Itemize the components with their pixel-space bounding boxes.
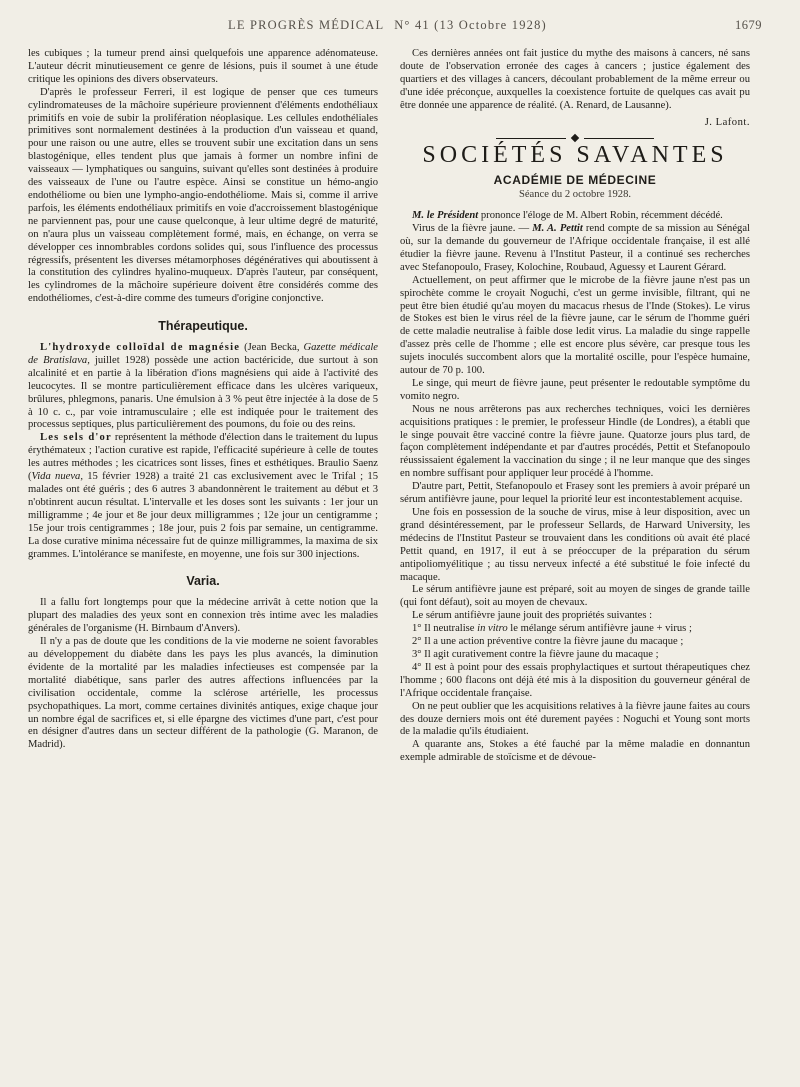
paragraph: Ces dernières années ont fait justice du mythe des maisons à cancers, né sans doute de l'observation erronée des cages à cancers ; justice également des quartiers et des villages à cancers, découlant probablement de la même erreur ou d'une idée préconçue, auxquelles la coexistence fortuite de quelques cas avait pu être donnée une apparence de réalité. (A. Renard, de Lausanne). [400,48,750,111]
divider-rule [496,138,566,139]
list-item: 4° Il est à point pour des essais prophylactiques et surtout thérapeutiques chez l'homme ; 600 flacons ont déjà été mis à la disposition du gouverneur général de l'Afrique occidentale française. [400,661,750,699]
paragraph [400,210,750,223]
paragraph: Il n'y a pas de doute que les conditions de la vie moderne ne soient favorables au développement du diabète dans les pays les plus avancés, la diminution évidente de la mortalité par les maladies infectieuses est compensée par la mortalité diabétique, sans parler des autres affections influencées par la civilisation occidentale, comme la sclérose artérielle, les processus psychopathiques. La mort, comme certaines divinités antiques, exige chaque jour un nombre égal de sacrifices et, si elle épargne des victimes d'une part, c'est pour en désigner d'autres dans un secteur différent de la pathologie (G. Maranon, de Madrid). [28,636,378,751]
text-run: 1° Il neutralise [412,623,478,635]
text-run: (Jean Becka, [240,342,304,354]
text-run: représentent la méthode d'élection dans le traitement du lupus érythémateux ; l'action curative est rapide, l'efficacité supérieure à celle de toutes les autres méthodes ; les cicatrices sont lisses, fines et esthétiques. Braulio Saenz ( [28,432,378,483]
text-run: Virus de la fièvre jaune. — [412,223,533,235]
text-run: juillet 1928) possède une action bactéricide, due surtout à son alcalinité et en partie à la libération d'ions magnésiens qui aide à l'activité des leucocytes. Il se montre particulièrement efficace dans les ulcères variqueux, brûlures, phlegmons, panaris. Une émulsion à 3 % peut être injectée à la dose de 5 à 10 c. c., par voie intramusculaire ; elle est indiquée pour le traitement des processus septiques, plus particulièrement des poumons, du foie ou des reins. [28,354,378,431]
citation-source: Gazette médicale de Bratislava, [28,342,379,366]
paragraph: A quarante ans, Stokes a été fauché par la même maladie en donnantun exemple admirable de stoïcisme et de dévoue- [400,739,750,764]
journal-name: LE PROGRÈS MÉDICAL [228,18,384,32]
text-run: rend compte de sa mission au Sénégal où, sur la demande du gouverneur de l'Afrique occidentale française, il est allé étudier la fièvre jaune. Revenu à l'Institut Pasteur, il a continué ses recherches avec Stefanopoulo, Frasey, Kolochine, Roubaud, Aguessy et Laurent Gérard. [400,223,750,273]
text-run: prononce l'éloge de M. Albert Robin, récemment décédé. [478,210,723,222]
paragraph: On ne peut oublier que les acquisitions relatives à la fièvre jaune faites au cours des douze derniers mois ont été durement payées : Noguchi et Young sont morts de la maladie qu'ils étudiaient. [400,700,750,738]
paragraph: les cubiques ; la tumeur prend ainsi quelquefois une apparence adénomateuse. L'auteur décrit minutieusement ce genre de lésions, puis il soumet à une étude critique les opinions des divers observateurs. [28,48,378,85]
text-run: le mélange sérum antifièvre jaune + virus ; [507,623,692,635]
paragraph: Il a fallu fort longtemps pour que la médecine arrivât à cette notion que la plupart des maladies des yeux sont en connexion très intime avec les maladies générales de l'organisme (H. Birnbaum d'Anvers). [28,597,378,635]
citation-source: Vida nueva, [31,471,83,483]
author-signature: J. Lafont. [704,116,750,128]
speaker: M. le Président [412,210,479,222]
diamond-ornament-icon [571,134,579,142]
paragraph [400,223,750,275]
text-run: in vitro [477,623,508,635]
session-date: Séance du 2 octobre 1928. [518,189,632,201]
divider-ornament [400,135,750,141]
subsection-heading-academie: ACADÉMIE DE MÉDECINE [493,173,657,188]
speaker: M. A. Pettit [532,223,583,235]
list-item [400,623,750,636]
paragraph: Le sérum antifièvre jaune est préparé, soit au moyen de singes de grande taille (qui font défaut), soit au moyen de chevaux. [400,584,750,609]
paragraph: Actuellement, on peut affirmer que le microbe de la fièvre jaune n'est pas un spirochète comme le croyait Noguchi, c'est un germe invisible, filtrant, qui ne peut être bien étudié qu'au moyen du macacus rhesus de l'Inde (Stokes). Le virus de Stokes est bien le virus réel de la fièvre jaune, car le sérum de l'homme guéri de cette maladie neutralise à faible dose ledit virus. La maladie du singe rappelle d'assez près celle de l'homme ; elle est encore plus sévère, car presque tous les sujets inoculés succombent alors que la mortalité oscille, pour l'espèce humaine, autour de 70 p. 100. [400,274,750,377]
divider-rule [584,138,654,139]
section-heading-varia: Varia. [186,574,220,589]
text-columns [28,48,772,765]
list-item: 2° Il a une action préventive contre la fièvre jaune du macaque ; [412,636,684,648]
journal-title [228,18,547,33]
lead-term: L'hydroxyde colloïdal de magnésie [40,342,241,354]
paragraph: D'autre part, Pettit, Stefanopoulo et Frasey sont les premiers à avoir préparé un sérum antifièvre jaune, pour lequel la priorité leur est incontestablement acquise. [400,481,750,506]
list-item: 3° Il agit curativement contre la fièvre jaune du macaque ; [412,648,659,660]
paragraph [28,342,378,432]
section-heading-therapeutique: Thérapeutique. [158,319,248,334]
section-heading-societes: SOCIÉTÉS SAVANTES [422,142,728,169]
lead-term: Les sels d'or [40,432,112,444]
right-column [400,48,750,765]
paragraph [28,432,378,561]
running-header [28,18,772,40]
left-column [28,48,378,765]
paragraph: Le sérum antifièvre jaune jouit des propriétés suivantes : [412,610,653,622]
page-number: 1679 [735,18,762,32]
paragraph: Le singe, qui meurt de fièvre jaune, peut présenter le redoutable symptôme du vomito negro. [400,377,750,402]
paragraph: Nous ne nous arrêterons pas aux recherches techniques, voici les dernières acquisitions pratiques : le premier, le professeur Hindle (de Londres), a établi que le singe pouvait être vacciné contre la fièvre jaune. Quatorze jours plus tard, de façon complètement indépendante et par d'autres procédés, Pettit et Stefanopoulo réussissaient également la vaccination du singe ; il ne leur manque que des singes en nombre suffisant pour appliquer leur procédé à l'homme. [400,403,750,480]
issue-number: N° 41 (13 Octobre 1928) [394,18,547,32]
paragraph: Une fois en possession de la souche de virus, mise à leur disposition, avec un grand désintéressement, par le professeur Sellards, de Harward University, les médecins de l'Institut Pasteur se trouvaient dans les conditions où avait été placé Pettit quand, en 1917, il eut à se préoccuper de la préparation du sérum antipoliomyélitique ; au tissu nerveux infecté a été substitué le foie infecté du macaque. [400,507,750,583]
text-run: 15 février 1928) a traité 21 cas exclusivement avec le Trifal ; 15 malades ont été guéris ; des 6 autres 3 abandonnèrent le traitement au début et 3 n'obtinrent aucun résultat. L'intervalle et les doses sont les suivants : 1er jour un milligramme ; 4e jour et 8e jour deux milligrammes ; 12e jour un centigramme ; 15e jour trois centigrammes ; 18e jour, puis 2 fois par semaine, un centigramme. La dose curative minima nécessaire fut de quinze milligrammes, la maxima de six grammes. L'intolérance se manifeste, en moyenne, une fois sur 300 injections. [28,471,378,560]
paragraph: D'après le professeur Ferreri, il est logique de penser que ces tumeurs cylindromateuses de la mâchoire supérieure proviennent d'éléments endothéliaux primitifs en voie de subir la prolifération néoplasique. Les cellules endothéliales primitives sont normalement destinées à la production d'un vaisseau et quand, pour une raison ou une autre, elles se trouvent subir une excitation dans un sens blastogénique, elles tendent plus que jamais à former un nombre infini de vaisseaux — lymphatiques ou sanguins, suivant qu'elles sont destinées à produire des vaisseaux de l'une ou l'autre espèce. Ainsi se constitue un hémo-angio endothéliome ou bien une lympho-angio-endothéliome. Mais si, comme il arrive parfois, les éléments endothéliaux primitifs en voie d'accroissement blastogénique ne parviennent pas, pour une cause quelconque, à leur ultime degré de maturité, on n'aura plus un vaisseau complètement formé, mais, en échange, on verra se développer ces innombrables cordons solides qui, sous l'influence des processus régressifs, présentent les diverses métamorphoses dégénératives qui aboutissent à la constitution des cylindres hyalino-muqueux. D'après l'auteur, par conséquent, les cylindromes de la mâchoire supérieure doivent être considérés comme des endothéliomes, c'est-à-dire comme des tumeurs d'origine conjonctive. [28,86,378,305]
